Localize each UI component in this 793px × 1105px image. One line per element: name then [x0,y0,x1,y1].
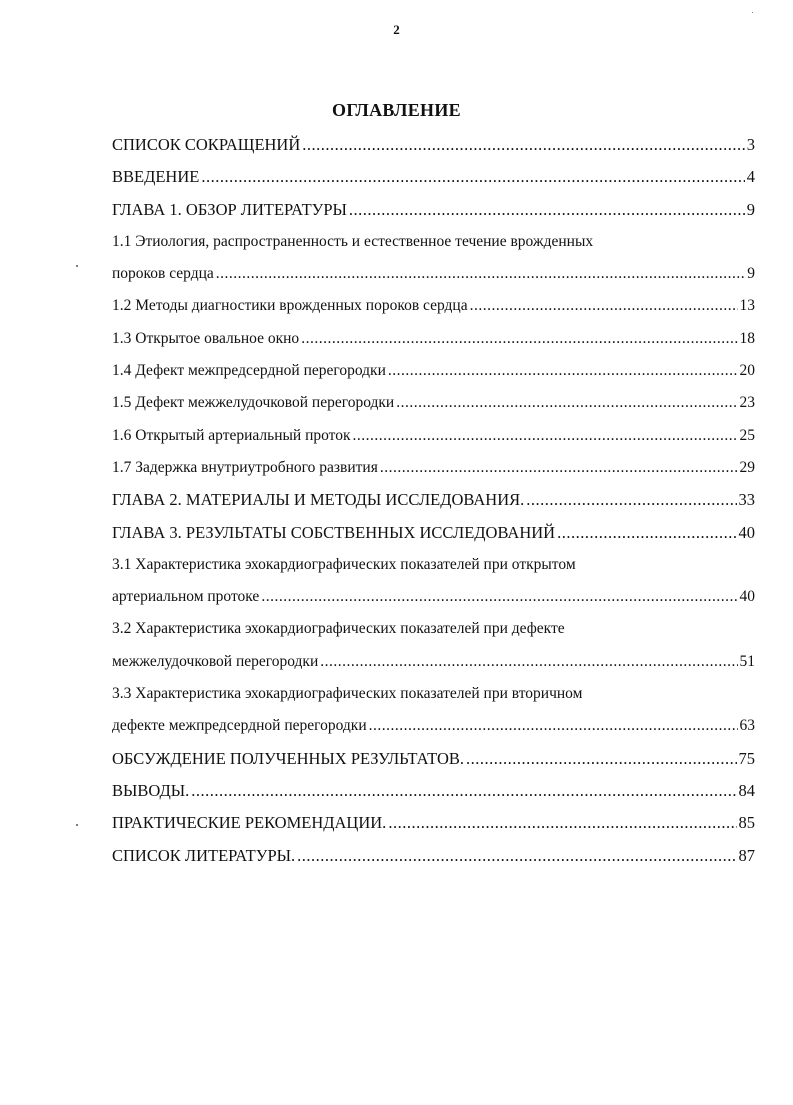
toc-entry-page: 29 [739,458,755,476]
dot-leader [320,646,737,678]
toc-entry-title: 1.3 Открытое овальное окно [112,329,300,347]
toc-entry-title: 1.4 Дефект межпредсердной перегородки [112,362,386,380]
toc-entry-title: ГЛАВА 3. РЕЗУЛЬТАТЫ СОБСТВЕННЫХ ИССЛЕДОВАНИЙ [112,522,556,542]
toc-entry-title: дефекте межпредсердной перегородки [112,717,367,735]
toc-entry-page: 23 [739,394,755,412]
toc-entry[interactable] [112,355,755,387]
toc-entry-title: 1.7 Задержка внутриутробного развития [112,458,378,476]
toc-entry-page: 13 [739,297,755,315]
dot-leader [201,161,744,193]
toc-entry-title: 1.2 Методы диагностики врожденных пороков сердца [112,297,468,315]
dot-leader [466,743,736,775]
toc-entry-page: 3 [746,135,755,154]
scan-speck [752,12,753,13]
toc-entry-page: 20 [739,362,755,380]
toc-entry-page: 25 [739,426,755,444]
dot-leader [388,807,736,839]
toc-entry-page: 51 [739,652,755,670]
toc-entry-title: ГЛАВА 2. МАТЕРИАЛЫ И МЕТОДЫ ИССЛЕДОВАНИЯ. [112,490,525,510]
toc-entry-title: пороков сердца [112,265,214,283]
toc-entry-first-line[interactable]: 3.3 Характеристика эхокардиографических показателей при вторичном [112,685,583,703]
toc-entry-page: 63 [739,717,755,735]
dot-leader [380,452,738,484]
dot-leader [349,194,745,226]
toc-entry-title: 1.6 Открытый артериальный проток [112,426,351,444]
toc-entry-first-line[interactable]: 3.1 Характеристика эхокардиографических показателей при открытом [112,555,576,573]
toc-entry-page: 40 [738,522,755,542]
scan-speck [76,265,78,267]
dot-leader [396,387,737,419]
toc-entry-page: 75 [738,748,755,768]
toc-entry[interactable] [112,420,755,452]
toc-entry-page: 9 [746,199,755,219]
toc-entry-page: 85 [738,813,755,833]
toc-entry-title: ПРАКТИЧЕСКИЕ РЕКОМЕНДАЦИИ. [112,813,387,833]
toc-entry[interactable] [112,323,755,355]
toc-entry[interactable] [112,452,755,484]
toc-entry[interactable] [112,743,755,775]
dot-leader [557,517,736,549]
toc-entry[interactable] [112,290,755,322]
toc-entry-page: 4 [746,167,755,187]
toc-entry-title: артериальном протоке [112,588,260,606]
toc-entry[interactable] [112,710,755,742]
dot-leader [297,840,736,872]
dot-leader [470,290,738,322]
page-number: 2 [393,22,400,37]
toc-entry-page: 9 [747,265,755,283]
toc-entry[interactable] [112,129,755,161]
toc-entry-title: ОБСУЖДЕНИЕ ПОЛУЧЕННЫХ РЕЗУЛЬТАТОВ. [112,748,465,768]
toc-entry-title: ГЛАВА 1. ОБЗОР ЛИТЕРАТУРЫ [112,199,347,219]
toc-entry[interactable] [112,161,755,193]
table-of-contents [112,129,755,872]
toc-entry[interactable] [112,517,755,549]
toc-entry[interactable] [112,387,755,419]
toc-entry-page: 18 [739,329,755,347]
toc-entry[interactable] [112,258,755,290]
dot-leader [388,355,738,387]
toc-entry[interactable] [112,807,755,839]
toc-entry-title: ВЫВОДЫ. [112,780,190,800]
dot-leader [353,420,738,452]
scan-speck [76,824,78,826]
toc-entry[interactable] [112,581,755,613]
toc-entry-title: СПИСОК СОКРАЩЕНИЙ [112,135,301,154]
dot-leader [191,775,736,807]
toc-entry-page: 87 [738,845,755,865]
toc-entry-page: 33 [738,490,755,510]
toc-entry[interactable] [112,484,755,516]
toc-entry-title: СПИСОК ЛИТЕРАТУРЫ. [112,845,296,865]
toc-entry[interactable] [112,194,755,226]
toc-entry-title: 1.5 Дефект межжелудочковой перегородки [112,394,395,412]
dot-leader [369,710,738,742]
toc-entry-page: 40 [739,588,755,606]
toc-entry-first-line[interactable]: 1.1 Этиология, распространенность и естественное течение врожденных [112,232,594,250]
toc-entry-title: ВВЕДЕНИЕ [112,167,200,187]
dot-leader [526,484,736,516]
dot-leader [261,581,737,613]
toc-title: ОГЛАВЛЕНИЕ [332,100,461,120]
toc-entry-title: межжелудочковой перегородки [112,652,319,670]
dot-leader [301,323,737,355]
dot-leader [302,129,744,161]
toc-entry-first-line[interactable]: 3.2 Характеристика эхокардиографических показателей при дефекте [112,620,565,638]
toc-entry-page: 84 [738,780,755,800]
toc-entry[interactable] [112,775,755,807]
dot-leader [216,258,745,290]
toc-entry[interactable] [112,646,755,678]
toc-entry[interactable] [112,840,755,872]
